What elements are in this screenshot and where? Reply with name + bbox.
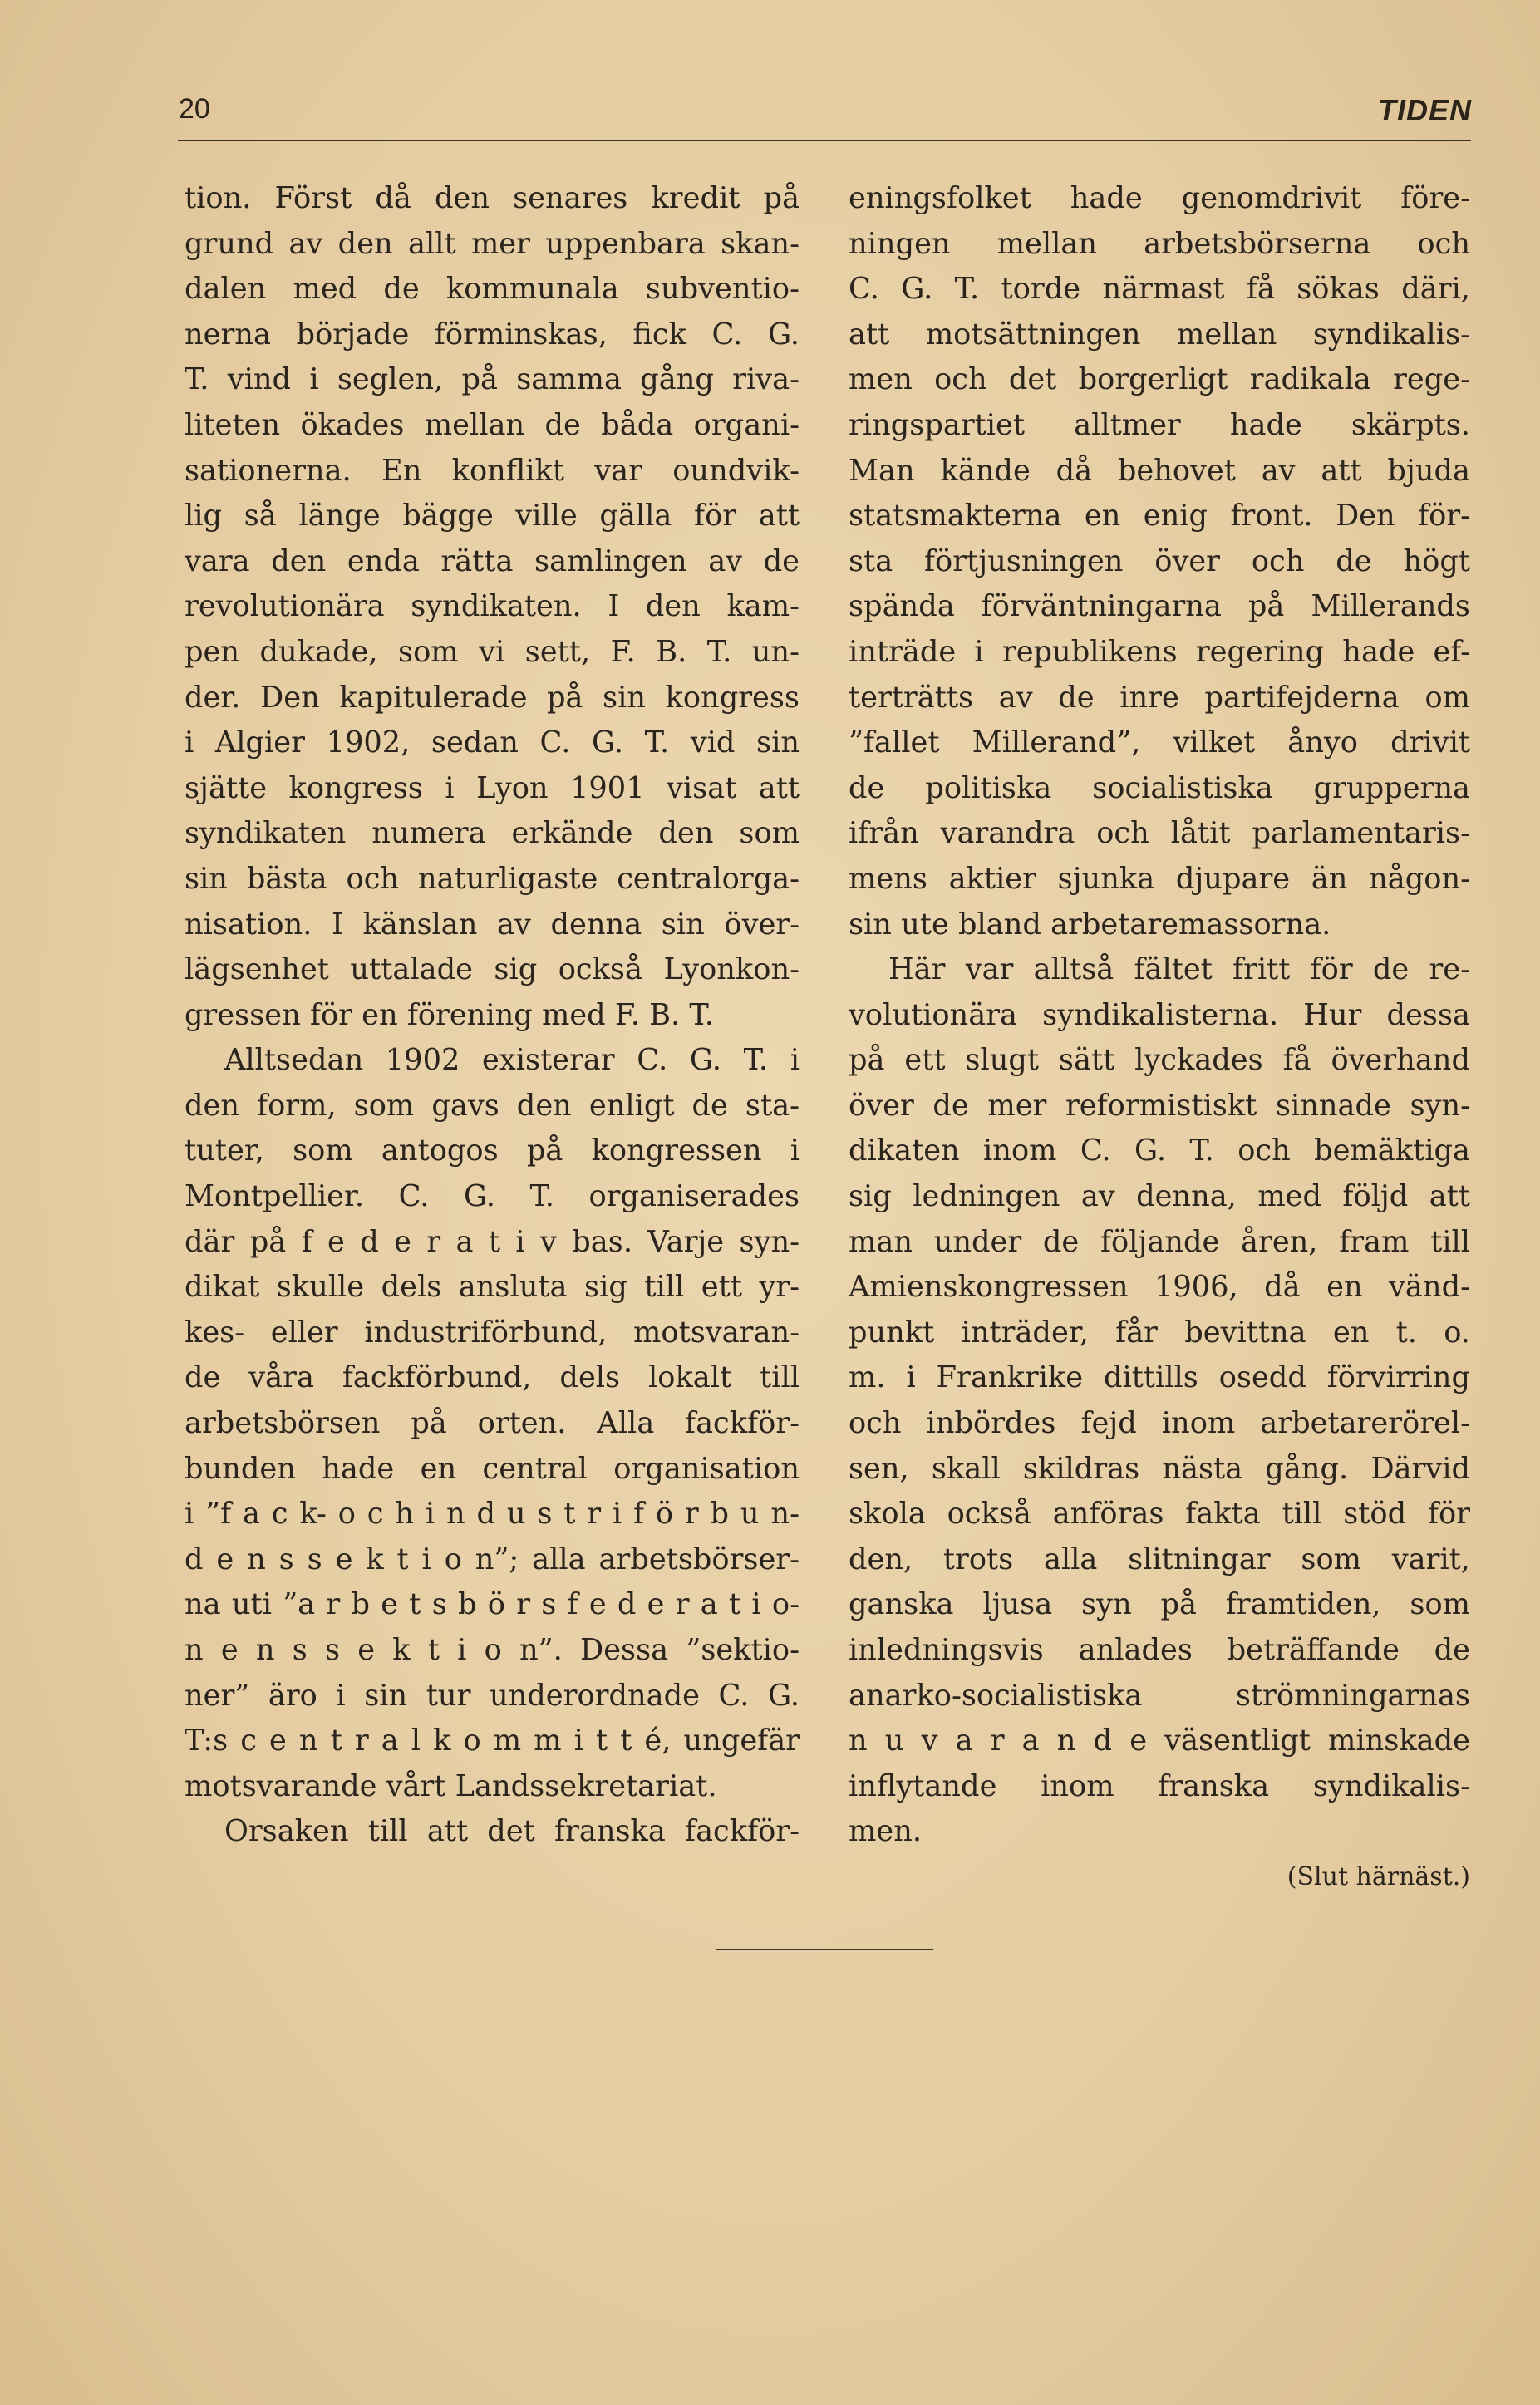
text-line: dalen med de kommunala subventio- xyxy=(185,272,800,307)
text-line: C. G. T. torde närmast få sökas däri, xyxy=(849,272,1470,307)
text-line: sationerna. En konflikt var oundvik- xyxy=(185,453,800,488)
text-line: över de mer reformistiskt sinnade syn- xyxy=(849,1088,1470,1123)
text-line: grund av den allt mer uppenbara skan- xyxy=(185,226,800,261)
continuation-note: (Slut härnäst.) xyxy=(1287,1862,1470,1891)
text-line: spända förväntningarna på Millerands xyxy=(849,589,1470,624)
text-line: T. vind i seglen, på samma gång riva- xyxy=(185,362,800,397)
text-line: i Algier 1902, sedan C. G. T. vid sin xyxy=(185,725,800,760)
text-line: Man kände då behovet av att bjuda xyxy=(849,453,1470,488)
end-rule xyxy=(716,1949,933,1950)
text-line: m. i Frankrike dittills osedd förvirring xyxy=(849,1360,1470,1395)
text-line: punkt inträder, får bevittna en t. o. xyxy=(849,1315,1470,1350)
header-rule xyxy=(178,140,1471,141)
text-line: att motsättningen mellan syndikalis- xyxy=(849,317,1470,352)
text-line: där på f e d e r a t i v bas. Varje syn- xyxy=(185,1224,800,1259)
text-line: liteten ökades mellan de båda organi- xyxy=(185,407,800,442)
text-line: nisation. I känslan av denna sin över- xyxy=(185,907,800,942)
text-line: tuter, som antogos på kongressen i xyxy=(185,1134,800,1168)
text-line: arbetsbörsen på orten. Alla fackför- xyxy=(185,1406,800,1441)
text-line: inträde i republikens regering hade ef- xyxy=(849,634,1470,669)
text-line: de våra fackförbund, dels lokalt till xyxy=(185,1360,800,1395)
text-line: skola också anföras fakta till stöd för xyxy=(849,1497,1470,1532)
text-line: vara den enda rätta samlingen av de xyxy=(185,543,800,578)
text-line: och inbördes fejd inom arbetarerörel- xyxy=(849,1406,1470,1441)
text-line: d e n s s e k t i o n”; alla arbetsbörser- xyxy=(185,1542,800,1576)
text-line: Alltsedan 1902 existerar C. G. T. i xyxy=(224,1043,800,1078)
text-line: de politiska socialistiska grupperna xyxy=(849,770,1470,805)
text-line: ganska ljusa syn på framtiden, som xyxy=(849,1587,1470,1622)
text-line: ner” äro i sin tur underordnade C. G. xyxy=(185,1678,800,1713)
text-line: der. Den kapitulerade på sin kongress xyxy=(185,680,800,715)
text-line: tion. Först då den senares kredit på xyxy=(185,181,800,215)
text-line: Amienskongressen 1906, då en vänd- xyxy=(849,1270,1470,1305)
text-line: volutionära syndikalisterna. Hur dessa xyxy=(849,997,1470,1032)
text-line: sin bästa och naturligaste centralorga- xyxy=(185,861,800,896)
text-line: men och det borgerligt radikala rege- xyxy=(849,362,1470,397)
text-line: Orsaken till att det franska fackför- xyxy=(224,1814,800,1849)
text-line: sig ledningen av denna, med följd att xyxy=(849,1179,1470,1214)
text-line: ”fallet Millerand”, vilket ånyo drivit xyxy=(849,725,1470,760)
text-line: anarko-socialistiska strömningarnas xyxy=(849,1678,1470,1713)
text-line: pen dukade, som vi sett, F. B. T. un- xyxy=(185,634,800,669)
text-line: kes- eller industriförbund, motsvaran- xyxy=(185,1315,800,1350)
text-line: sen, skall skildras nästa gång. Därvid xyxy=(849,1451,1470,1486)
text-line: inledningsvis anlades beträffande de xyxy=(849,1633,1470,1667)
text-line: terträtts av de inre partifejderna om xyxy=(849,680,1470,715)
text-line: bunden hade en central organisation xyxy=(185,1451,800,1486)
page-number: 20 xyxy=(179,93,210,125)
text-line: den form, som gavs den enligt de sta- xyxy=(185,1088,800,1123)
text-line: ringspartiet alltmer hade skärpts. xyxy=(849,407,1470,442)
text-line: motsvarande vårt Landssekretariat. xyxy=(185,1768,717,1803)
text-line: inflytande inom franska syndikalis- xyxy=(849,1768,1470,1803)
text-line: statsmakterna en enig front. Den för- xyxy=(849,499,1470,534)
text-line: Här var alltså fältet fritt för de re- xyxy=(888,952,1470,987)
text-line: men. xyxy=(849,1814,923,1849)
text-line: na uti ”a r b e t s b ö r s f e d e r a t i o- xyxy=(185,1587,800,1622)
text-line: lig så länge bägge ville gälla för att xyxy=(185,499,800,534)
text-line: ningen mellan arbetsbörserna och xyxy=(849,226,1470,261)
text-line: på ett slugt sätt lyckades få överhand xyxy=(849,1043,1470,1078)
text-line: mens aktier sjunka djupare än någon- xyxy=(849,861,1470,896)
text-line: n u v a r a n d e väsentligt minskade xyxy=(849,1724,1470,1758)
text-line: sta förtjusningen över och de högt xyxy=(849,543,1470,578)
right-column xyxy=(849,176,1470,1901)
text-line: syndikaten numera erkände den som xyxy=(185,816,800,851)
text-line: ifrån varandra och låtit parlamentaris- xyxy=(849,816,1470,851)
text-line: lägsenhet uttalade sig också Lyonkon- xyxy=(185,952,800,987)
text-line: man under de följande åren, fram till xyxy=(849,1224,1470,1259)
running-title: TIDEN xyxy=(1378,93,1472,127)
text-line: sin ute bland arbetaremassorna. xyxy=(849,907,1331,942)
text-line: eningsfolket hade genomdrivit före- xyxy=(849,181,1470,215)
text-line: sjätte kongress i Lyon 1901 visat att xyxy=(185,770,800,805)
text-line: den, trots alla slitningar som varit, xyxy=(849,1542,1470,1576)
left-column xyxy=(185,176,800,1855)
text-line: n e n s s e k t i o n”. Dessa ”sektio- xyxy=(185,1633,800,1667)
text-line: dikat skulle dels ansluta sig till ett yr- xyxy=(185,1270,800,1305)
text-line: nerna började förminskas, fick C. G. xyxy=(185,317,800,352)
text-line: i ”f a c k- o c h i n d u s t r i f ö r b u n- xyxy=(185,1497,800,1532)
text-line: dikaten inom C. G. T. och bemäktiga xyxy=(849,1134,1470,1168)
text-line: gressen för en förening med F. B. T. xyxy=(185,997,714,1032)
text-line: revolutionära syndikaten. I den kam- xyxy=(185,589,800,624)
text-line: Montpellier. C. G. T. organiserades xyxy=(185,1179,800,1214)
text-line: T:s c e n t r a l k o m m i t t é, ungefär xyxy=(185,1724,800,1758)
